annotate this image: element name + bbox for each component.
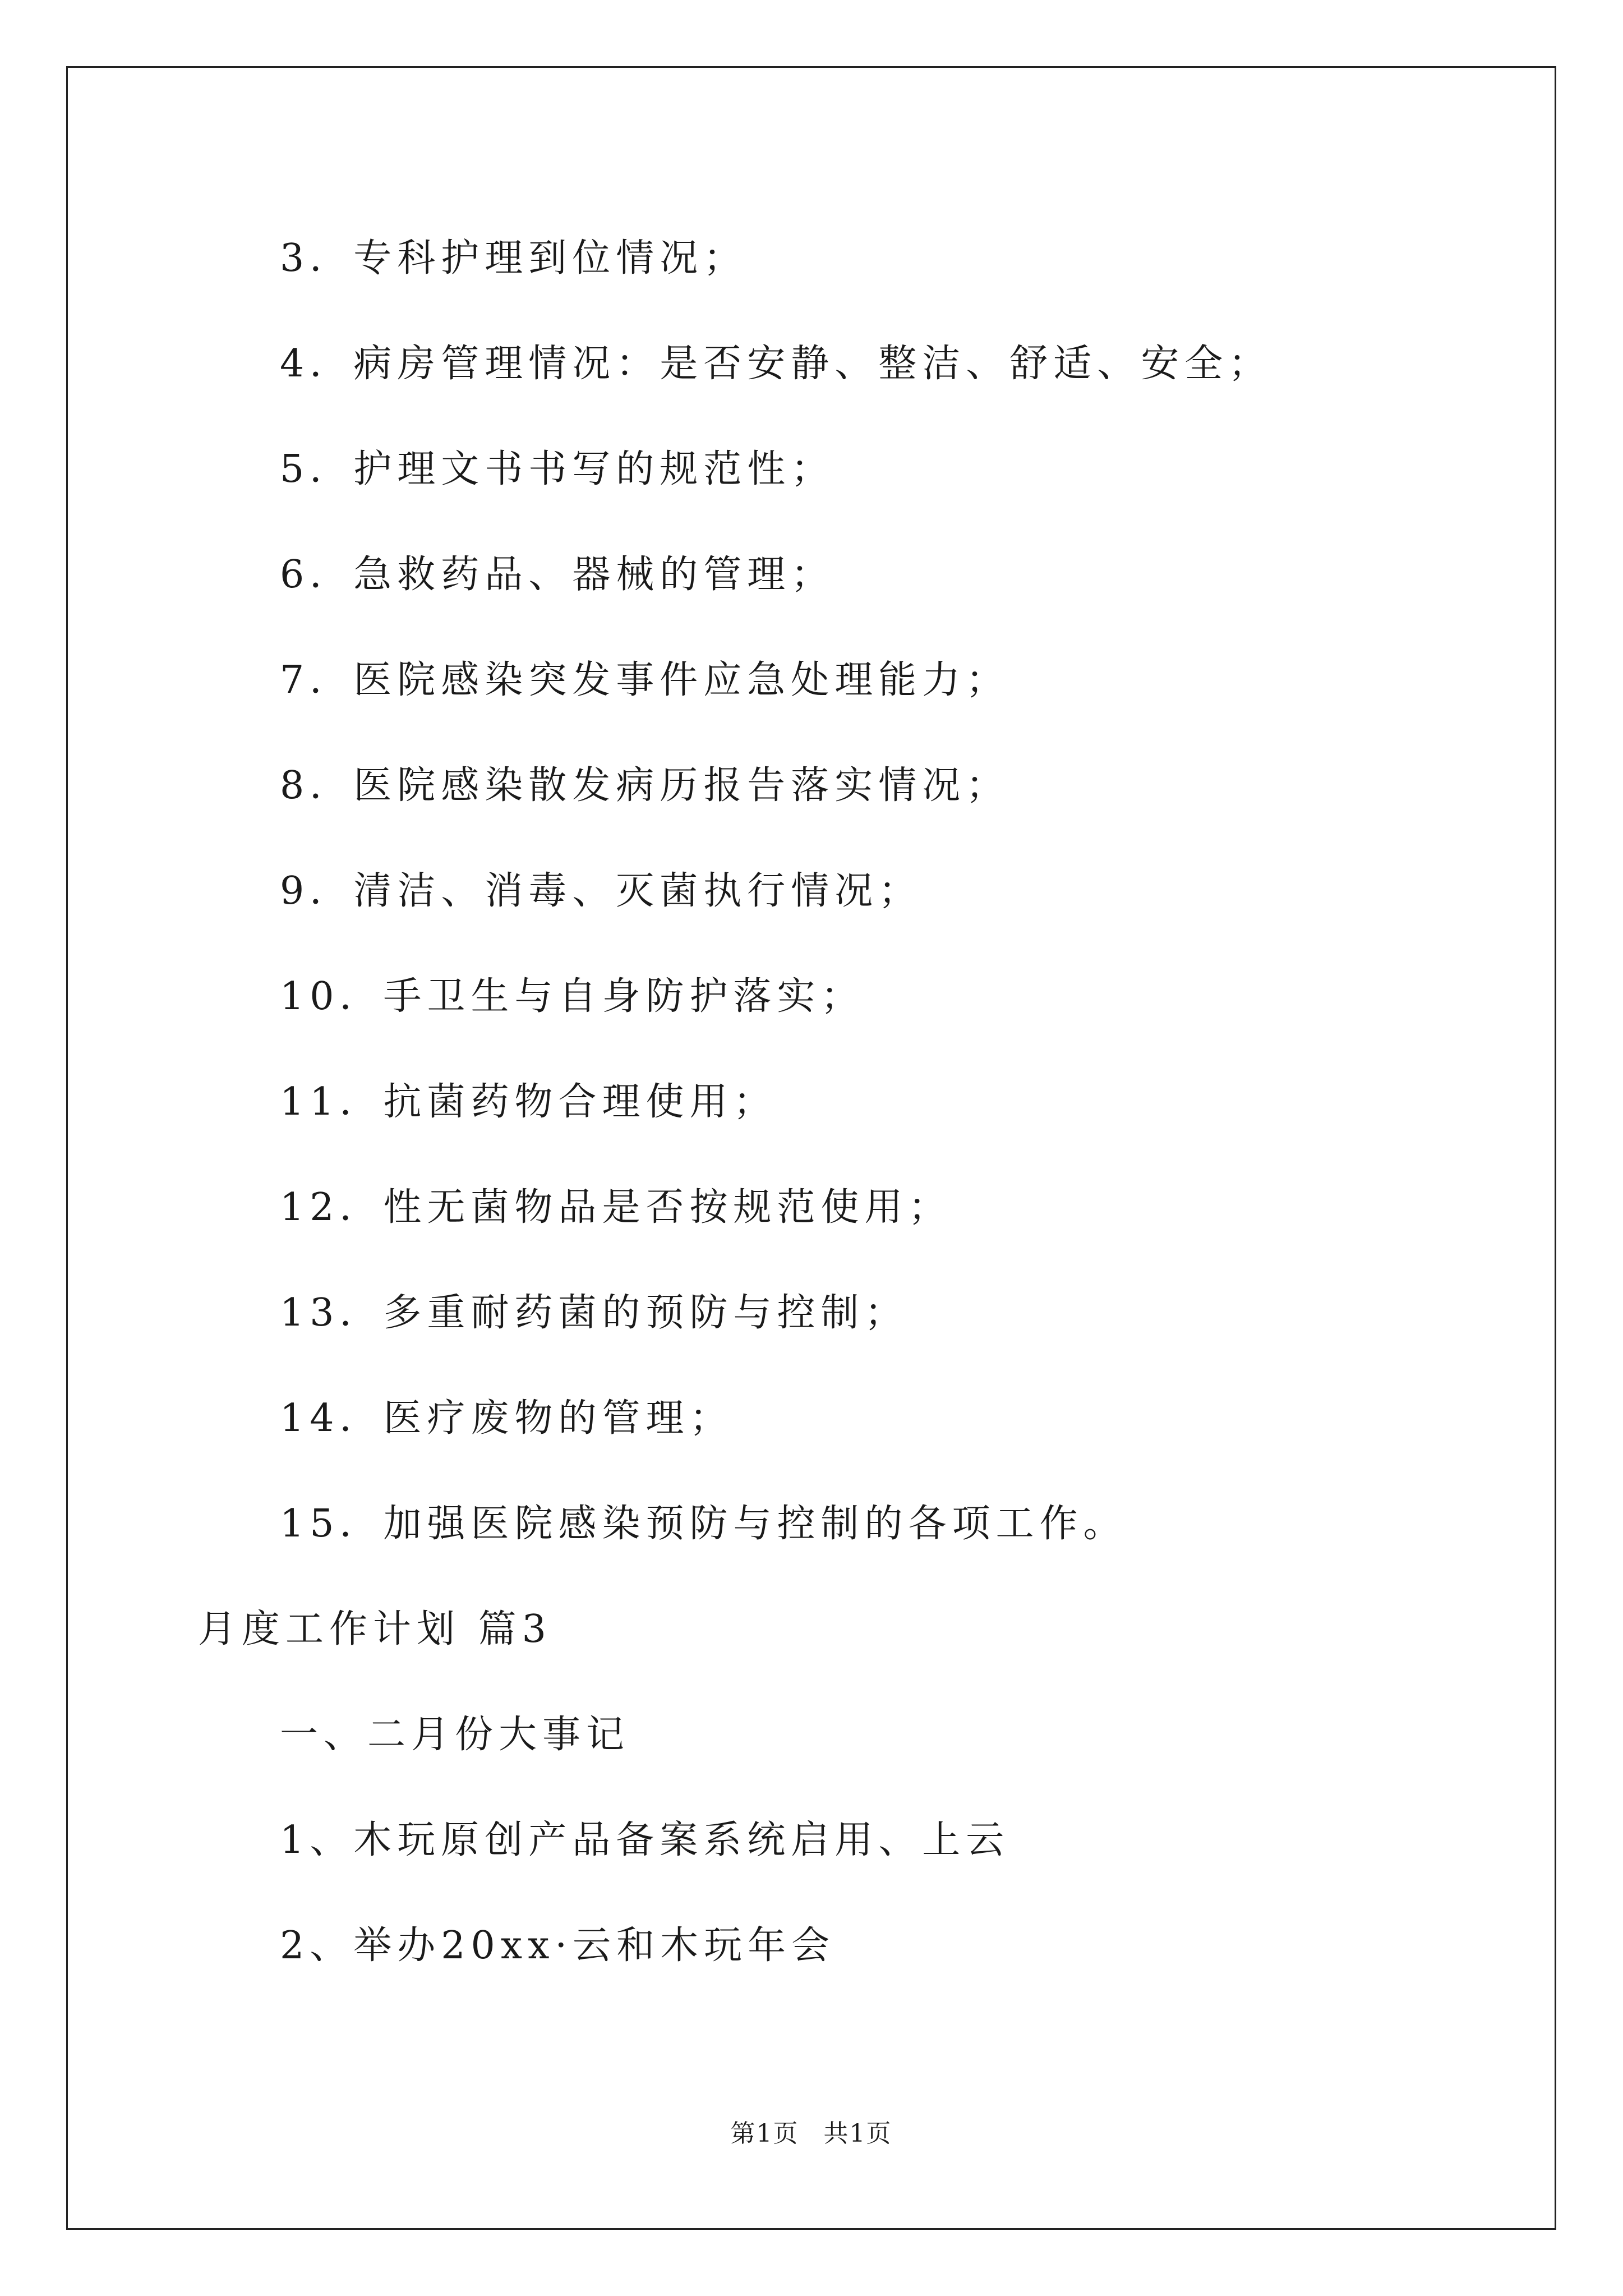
list-item: 14．医疗废物的管理； xyxy=(280,1396,734,1441)
list-item: 12．性无菌物品是否按规范使用； xyxy=(280,1185,952,1230)
page-frame xyxy=(66,66,1556,2230)
list-item: 9．清洁、消毒、灭菌执行情况； xyxy=(280,869,923,913)
list-item: 8．医院感染散发病历报告落实情况； xyxy=(280,763,1010,808)
list-item: 3．专科护理到位情况； xyxy=(280,236,748,280)
page-footer xyxy=(68,2118,1555,2150)
page-number-total: 共1页 xyxy=(823,2119,892,2148)
page-number-current: 第1页 xyxy=(730,2119,799,2148)
document-body xyxy=(68,68,1555,2228)
event-item: 2、举办20xx·云和木玩年会 xyxy=(280,1924,836,1968)
list-item: 13．多重耐药菌的预防与控制； xyxy=(280,1291,909,1335)
list-item: 6．急救药品、器械的管理； xyxy=(280,553,835,597)
list-item: 4．病房管理情况：是否安静、整洁、舒适、安全； xyxy=(280,342,1272,386)
list-item: 7．医院感染突发事件应急处理能力； xyxy=(280,658,1010,702)
section-heading: 月度工作计划 篇3 xyxy=(198,1607,552,1651)
list-item: 11．抗菌药物合理使用； xyxy=(280,1080,777,1124)
event-item: 1、木玩原创产品备案系统启用、上云 xyxy=(280,1818,1010,1862)
list-item: 15．加强医院感染预防与控制的各项工作。 xyxy=(280,1502,1127,1546)
list-item: 5．护理文书书写的规范性； xyxy=(280,447,835,491)
list-item: 10．手卫生与自身防护落实； xyxy=(280,974,865,1019)
subheading: 一、二月份大事记 xyxy=(280,1713,630,1757)
